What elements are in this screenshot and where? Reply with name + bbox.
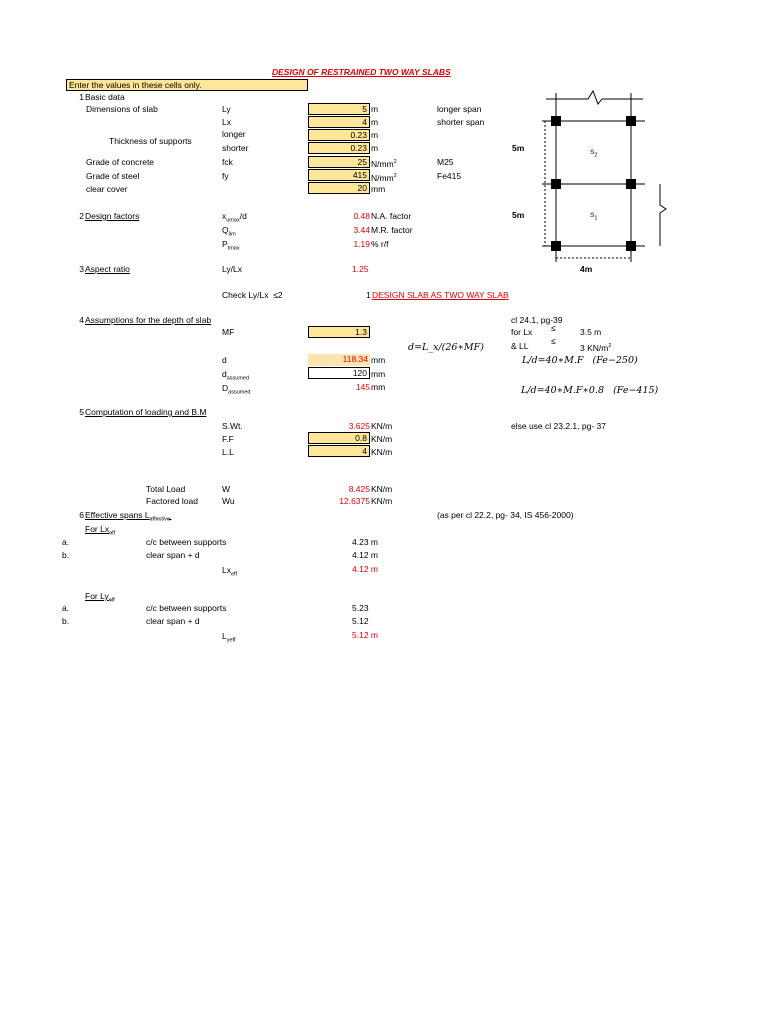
factored-load-unit: KN/m <box>371 496 393 506</box>
column <box>626 179 636 189</box>
lx-unit: m <box>371 117 379 127</box>
formula-fe415: L/d=40∗M.F∗0.8 (Fe−415) <box>521 385 659 396</box>
mf-symbol: MF <box>222 327 235 337</box>
lx-cc-value: 4.23 m <box>352 537 379 547</box>
fy-unit: $N/mm^2$ <box>371 172 397 183</box>
fck-input[interactable]: 25 <box>308 156 370 168</box>
ll-unit: KN/m <box>371 447 393 457</box>
ly-input[interactable]: 5 <box>308 103 370 115</box>
factored-load-value: 12.6375 <box>339 496 370 506</box>
section-heading: Basic data <box>85 92 125 102</box>
dimensions-label: Dimensions of slab <box>86 104 158 114</box>
d-unit: mm <box>371 355 386 365</box>
and-ll-label: & LL <box>511 341 529 351</box>
xu-symbol: $x_{umax}/d$ <box>222 211 247 224</box>
d-value: 118.34 <box>308 354 370 366</box>
shorter-support-input[interactable]: 0.23 <box>308 142 370 154</box>
ly-note: longer span <box>437 104 482 114</box>
item-a-desc: c/c between supports <box>146 537 227 547</box>
lxeff-value: 4.12 m <box>352 564 379 574</box>
mf-input[interactable]: 1.3 <box>308 326 370 338</box>
lxeff-symbol: $Lx_{eff}$ <box>222 565 237 578</box>
q-desc: M.R. factor <box>371 225 413 235</box>
p-value: 1.19 <box>353 239 370 249</box>
sw-value: 3.625 <box>348 421 370 431</box>
else-clause: else use cl 23.2.1, pg- 37 <box>511 421 606 431</box>
lyeff-value: 5.12 m <box>352 630 379 640</box>
fy-symbol: fy <box>222 171 229 181</box>
longer-unit: m <box>371 130 379 140</box>
ff-symbol: F.F <box>222 434 234 444</box>
item-b-label: b. <box>62 616 70 626</box>
steel-grade: Fe415 <box>437 171 462 181</box>
for-lxeff-heading: For $Lx_{eff}$ <box>85 524 116 537</box>
section-number: 2 <box>79 211 84 221</box>
for-lyeff-heading: For $Ly_{eff}$ <box>85 591 115 604</box>
for-lx-label: for Lx <box>511 327 533 337</box>
sw-symbol: S.Wt. <box>222 421 243 431</box>
longer-support-input[interactable]: 0.23 <box>308 129 370 141</box>
aspect-value: 1.25 <box>352 264 369 274</box>
shorter-symbol: shorter <box>222 143 249 153</box>
section-heading: Effective spans $L_{effective:}$ <box>85 510 172 523</box>
supports-label: Thickness of supports <box>109 136 192 146</box>
D-assumed-value: 145 <box>355 382 370 392</box>
aspect-result-number: 1 <box>366 290 371 300</box>
item-b-desc: clear span + d <box>146 550 200 560</box>
section-number: 1 <box>79 92 84 102</box>
fy-input[interactable]: 415 <box>308 169 370 181</box>
clause-ref: cl 24.1, pg-39 <box>511 315 563 325</box>
total-load-unit: KN/m <box>371 484 393 494</box>
fck-unit: $N/mm^2$ <box>371 158 397 169</box>
lx-clear-value: 4.12 m <box>352 550 379 560</box>
p-desc: % r/f <box>371 239 389 249</box>
fck-symbol: fck <box>222 157 233 167</box>
longer-symbol: longer <box>222 129 246 139</box>
slab-s2-label: $S_2$ <box>590 149 598 159</box>
section-number: 3 <box>79 264 84 274</box>
lx-symbol: Lx <box>222 117 231 127</box>
d-assumed-symbol: $d_{assumed}$ <box>222 369 250 382</box>
right-break-line <box>660 184 666 246</box>
section-number: 6 <box>79 510 84 520</box>
width-label: 4m <box>580 264 593 274</box>
cover-label: clear cover <box>86 184 128 194</box>
lx-le-symbol: ≤ <box>551 323 556 333</box>
cover-input[interactable]: 20 <box>308 182 370 194</box>
top-break-line <box>546 91 643 104</box>
for-lx-value: 3.5 m <box>580 327 602 337</box>
d-assumed-unit: mm <box>371 369 386 379</box>
total-load-label: Total Load <box>146 484 186 494</box>
concrete-label: Grade of concrete <box>86 157 155 167</box>
d-symbol: d <box>222 355 227 365</box>
section-number: 4 <box>79 315 84 325</box>
formula-fe250: L/d=40∗M.F (Fe−250) <box>522 355 638 366</box>
section-heading: Computation of loading and B.M <box>85 407 207 417</box>
ll-le-symbol: ≤ <box>551 336 556 346</box>
factored-load-label: Factored load <box>146 496 198 506</box>
item-a-desc: c/c between supports <box>146 603 227 613</box>
item-a-label: a. <box>62 603 70 613</box>
input-hint-banner: Enter the values in these cells only. <box>66 79 308 91</box>
concrete-grade: M25 <box>437 157 454 167</box>
item-a-label: a. <box>62 537 70 547</box>
and-ll-value: 3 $KN/m^2$ <box>580 342 612 353</box>
section-heading: Assumptions for the depth of slab <box>85 315 212 325</box>
column <box>626 116 636 126</box>
slab-s1-label: $S_1$ <box>590 212 598 222</box>
lyeff-symbol: $L_{yeff}$ <box>222 631 236 644</box>
ll-input[interactable]: 4 <box>308 445 370 457</box>
cover-unit: mm <box>371 184 386 194</box>
column <box>551 116 561 126</box>
span-top-label: 5m <box>512 143 525 153</box>
d-assumed-input[interactable]: 120 <box>308 367 370 379</box>
section-number: 5 <box>79 407 84 417</box>
aspect-symbol: Ly/Lx <box>222 264 243 274</box>
sw-unit: KN/m <box>371 421 393 431</box>
item-b-desc: clear span + d <box>146 616 200 626</box>
D-assumed-symbol: $D_{assumed}$ <box>222 383 251 396</box>
q-value: 3.44 <box>353 225 370 235</box>
column <box>626 241 636 251</box>
ff-unit: KN/m <box>371 434 393 444</box>
section-heading: Aspect ratio <box>85 264 130 274</box>
ly-symbol: Ly <box>222 104 231 114</box>
total-load-value: 8.425 <box>348 484 370 494</box>
spans-clause-note: (as per cl 22.2, pg- 34, IS 456-2000) <box>437 510 574 520</box>
steel-label: Grade of steel <box>86 171 140 181</box>
item-b-label: b. <box>62 550 70 560</box>
aspect-check-label: Check Ly/Lx ≤2 <box>222 290 283 300</box>
factored-load-symbol: Wu <box>222 496 235 506</box>
ll-symbol: L.L <box>222 447 234 457</box>
q-symbol: $Q_{lim}$ <box>222 225 236 238</box>
ly-cc-value: 5.23 <box>352 603 369 613</box>
column <box>551 179 561 189</box>
column <box>551 241 561 251</box>
shorter-unit: m <box>371 143 379 153</box>
lx-input[interactable]: 4 <box>308 116 370 128</box>
total-load-symbol: W <box>222 484 231 494</box>
section-heading: Design factors <box>85 211 140 221</box>
xu-value: 0.48 <box>353 211 370 221</box>
D-assumed-unit: mm <box>371 382 386 392</box>
page-title: DESIGN OF RESTRAINED TWO WAY SLABS <box>272 67 451 77</box>
ly-clear-value: 5.12 <box>352 616 369 626</box>
span-bottom-label: 5m <box>512 210 525 220</box>
xu-desc: N.A. factor <box>371 211 412 221</box>
ly-unit: m <box>371 104 379 114</box>
lx-note: shorter span <box>437 117 485 127</box>
p-symbol: $P_{tmax}$ <box>222 239 240 252</box>
ff-input[interactable]: 0.8 <box>308 432 370 444</box>
depth-formula: d=L_x/(26∗MF) <box>408 342 484 353</box>
aspect-result: DESIGN SLAB AS TWO WAY SLAB <box>372 290 509 300</box>
